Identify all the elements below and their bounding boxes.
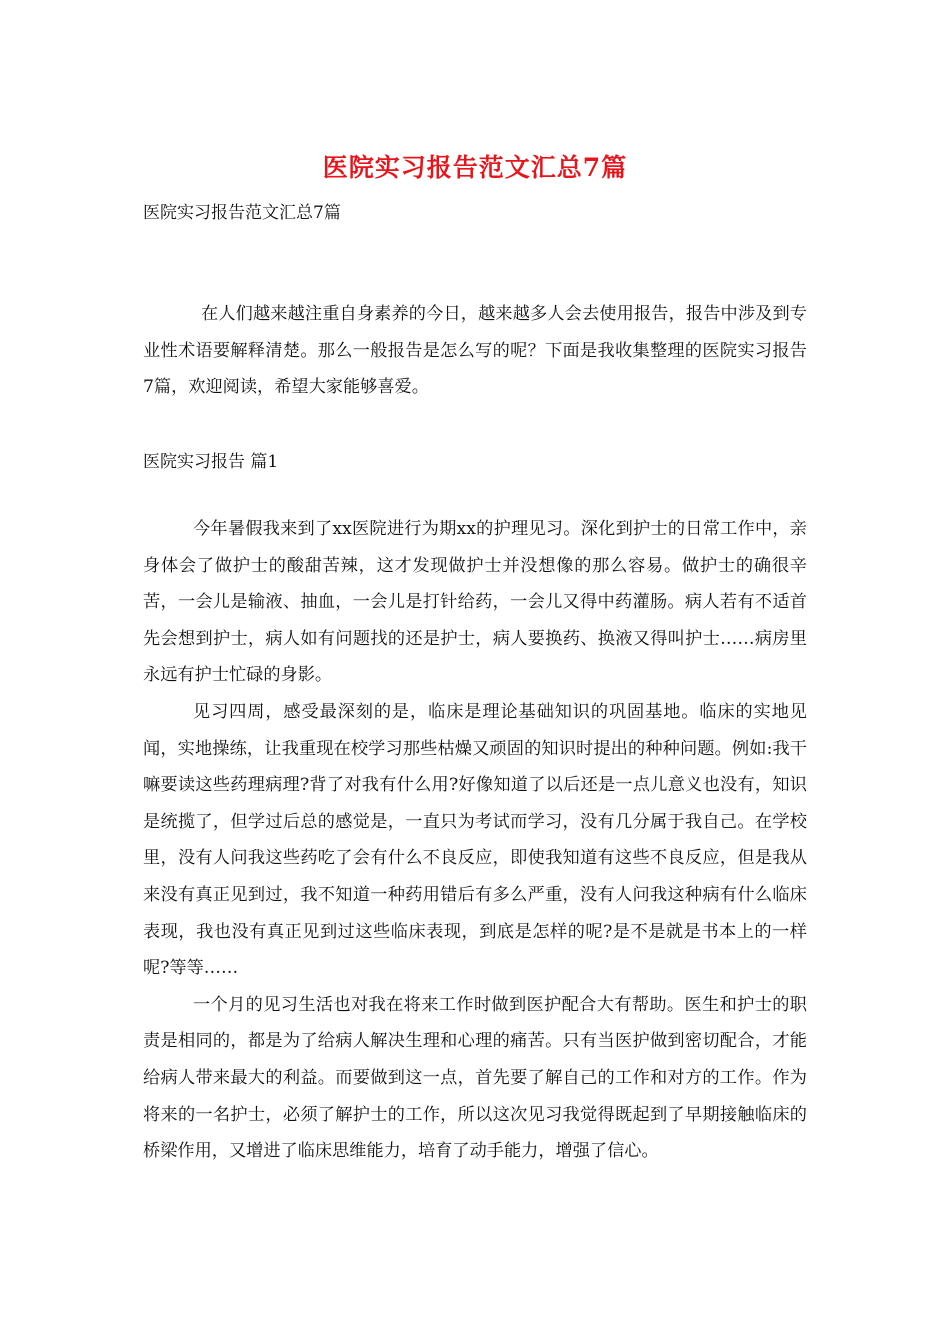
body-paragraph-2: 见习四周，感受最深刻的是，临床是理论基础知识的巩固基地。临床的实地见闻，实地操练，让我重现在校学习那些枯燥又顽固的知识时提出的种种问题。例如:我干嘛要读这些药理病理?背了对我有什么用?好像知道了以后还是一点儿意义也没有，知识是统揽了，但学过后总的感觉是，一直只为考试而学习，没有几分属于我自己。在学校里，没有人问我这些药吃了会有什么不良反应，即使我知道有这些不良反应，但是我从来没有真正见到过，我不知道一种药用错后有多么严重，没有人问我这种病有什么临床表现，我也没有真正见到过这些临床表现，到底是怎样的呢?是不是就是书本上的一样呢?等等…… [143, 701, 807, 979]
section-body [143, 511, 807, 1170]
document-title: 医院实习报告范文汇总7篇 [322, 153, 628, 182]
section-heading: 医院实习报告 篇1 [143, 452, 279, 472]
body-paragraph-1: 今年暑假我来到了xx医院进行为期xx的护理见习。深化到护士的日常工作中，亲身体会了做护士的酸甜苦辣，这才发现做护士并没想像的那么容易。做护士的确很辛苦，一会儿是输液、抽血，一会儿是打针给药，一会儿又得中药灌肠。病人若有不适首先会想到护士，病人如有问题找的还是护士，病人要换药、换液又得叫护士……病房里永远有护士忙碌的身影。 [143, 519, 807, 686]
intro-paragraph: 在人们越来越注重自身素养的今日，越来越多人会去使用报告，报告中涉及到专业性术语要解释清楚。那么一般报告是怎么写的呢？下面是我收集整理的医院实习报告7篇，欢迎阅读，希望大家能够喜爱。 [143, 304, 807, 398]
body-paragraph-3: 一个月的见习生活也对我在将来工作时做到医护配合大有帮助。医生和护士的职责是相同的，都是为了给病人解决生理和心理的痛苦。只有当医护做到密切配合，才能给病人带来最大的利益。而要做到这一点，首先要了解自己的工作和对方的工作。作为将来的一名护士，必须了解护士的工作，所以这次见习我觉得既起到了早期接触临床的桥梁作用，又增进了临床思维能力，培育了动手能力，增强了信心。 [143, 994, 807, 1162]
document-subtitle: 医院实习报告范文汇总7篇 [143, 203, 341, 223]
